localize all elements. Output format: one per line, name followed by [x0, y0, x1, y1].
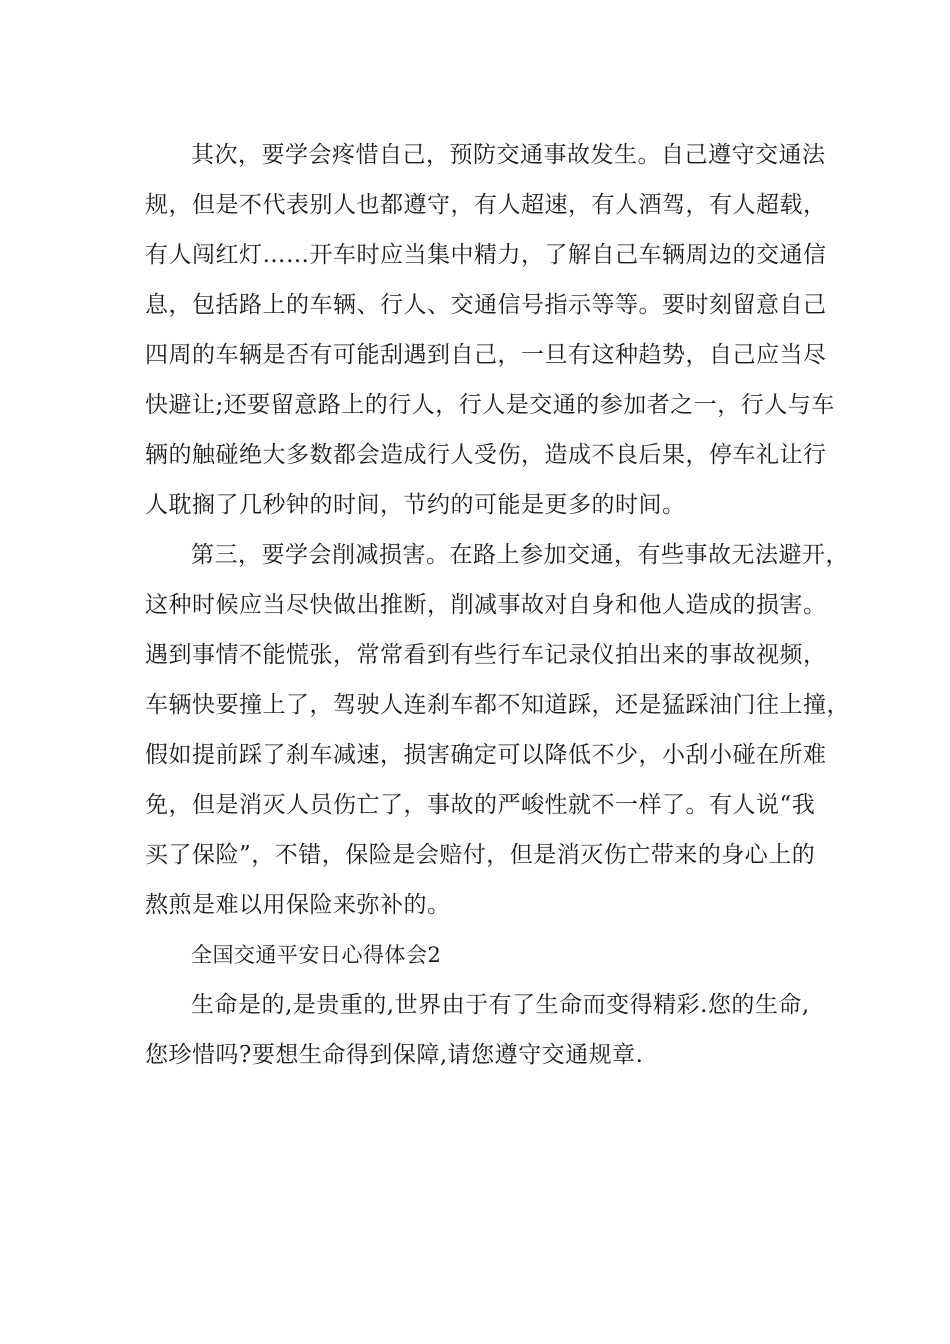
text-line: 人耽搁了几秒钟的时间，节约的可能是更多的时间。 [145, 492, 686, 518]
section-heading [145, 930, 825, 980]
text-line: 其次，要学会疼惜自己，预防交通事故发生。自己遵守交通法 [191, 142, 826, 168]
paragraph-third-point [145, 530, 850, 930]
text-line: 息，包括路上的车辆、行人、交通信号指示等等。要时刻留意自己 [145, 292, 827, 318]
text-line: 遇到事情不能慌张，常常看到有些行车记录仪拍出来的事故视频， [145, 642, 827, 668]
text-line: 快避让;还要留意路上的行人，行人是交通的参加者之一，行人与车 [145, 392, 835, 418]
text-line: 您珍惜吗?要想生命得到保障,请您遵守交通规章. [145, 1042, 644, 1068]
section-heading-text: 全国交通平安日心得体会2 [191, 943, 442, 967]
text-line: 假如提前踩了刹车减速，损害确定可以降低不少，小刮小碰在所难 [145, 742, 827, 768]
paragraph-life-intro [145, 980, 825, 1080]
text-line: 辆的触碰绝大多数都会造成行人受伤，造成不良后果，停车礼让行 [145, 442, 827, 468]
text-line: 熬煎是难以用保险来弥补的。 [145, 892, 451, 918]
paragraph-second-point [145, 130, 835, 530]
text-line: 四周的车辆是否有可能刮遇到自己，一旦有这种趋势，自己应当尽 [145, 342, 827, 368]
document-body [145, 130, 850, 1080]
text-line: 第三，要学会削减损害。在路上参加交通，有些事故无法避开， [191, 542, 849, 568]
text-line: 车辆快要撞上了，驾驶人连刹车都不知道踩，还是猛踩油门往上撞， [145, 692, 850, 718]
text-line: 生命是的,是贵重的,世界由于有了生命而变得精彩.您的生命, [191, 992, 810, 1018]
text-line: 这种时候应当尽快做出推断，削减事故对自身和他人造成的损害。 [145, 592, 827, 618]
text-line: 有人闯红灯……开车时应当集中精力，了解自己车辆周边的交通信 [145, 242, 827, 268]
text-line: 免，但是消灭人员伤亡了，事故的严峻性就不一样了。有人说“我 [145, 792, 816, 818]
text-line: 买了保险”，不错，保险是会赔付，但是消灭伤亡带来的身心上的 [145, 842, 816, 868]
text-line: 规，但是不代表别人也都遵守，有人超速，有人酒驾，有人超载， [145, 192, 827, 218]
